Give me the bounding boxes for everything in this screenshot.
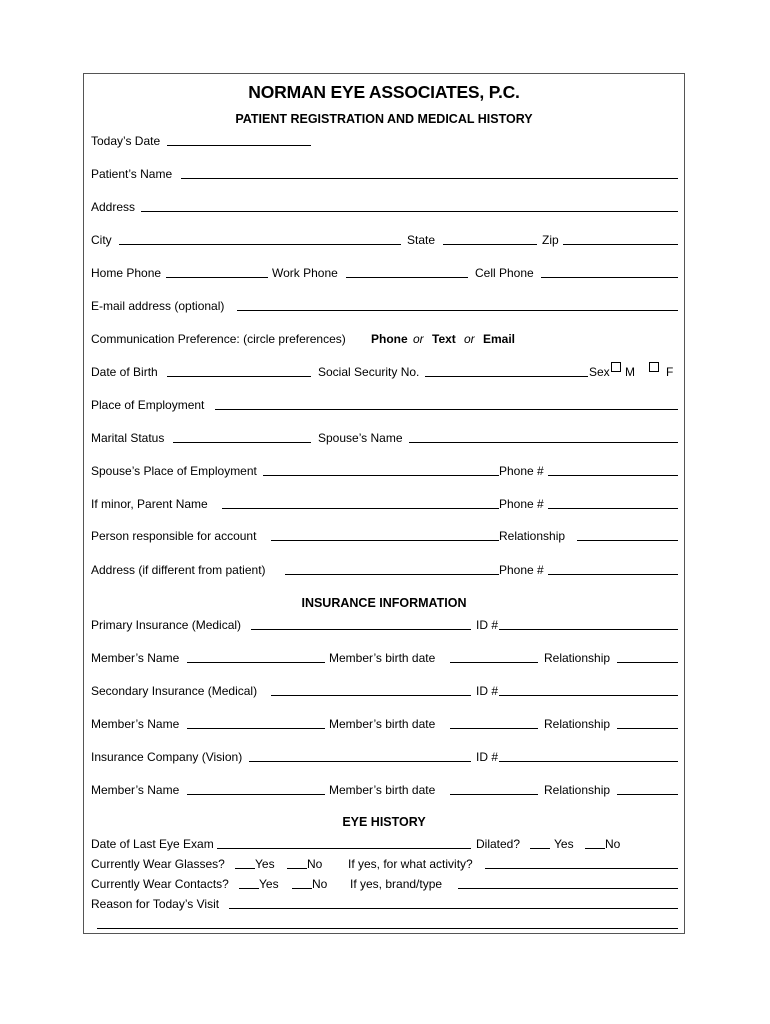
primary-relationship-field[interactable]: [617, 662, 678, 663]
primary-relationship-label: Relationship: [544, 651, 611, 665]
minor-parent-label: If minor, Parent Name: [91, 497, 208, 511]
vision-insurance-field[interactable]: [249, 761, 471, 762]
eye-history-heading: EYE HISTORY: [342, 815, 426, 829]
responsible-field[interactable]: [271, 540, 499, 541]
reason-label: Reason for Today’s Visit: [91, 897, 220, 911]
primary-member-dob-field[interactable]: [450, 662, 538, 663]
employment-label: Place of Employment: [91, 398, 205, 412]
address-row: [91, 199, 677, 215]
sex-label: Sex: [589, 365, 610, 379]
primary-member-dob-label: Member’s birth date: [329, 651, 436, 665]
minor-parent-field[interactable]: [222, 508, 499, 509]
ssn-field[interactable]: [425, 376, 588, 377]
secondary-relationship-field[interactable]: [617, 728, 678, 729]
insurance-heading: INSURANCE INFORMATION: [301, 596, 467, 610]
glasses-yes-label: Yes: [255, 857, 275, 871]
alt-address-row: [91, 562, 677, 578]
employment-field[interactable]: [215, 409, 678, 410]
contacts-yes-field[interactable]: [239, 888, 259, 889]
secondary-insurance-label: Secondary Insurance (Medical): [91, 684, 258, 698]
reason-continuation-row: [91, 916, 677, 932]
contacts-no-field[interactable]: [292, 888, 312, 889]
last-exam-row: [91, 836, 677, 852]
vision-member-name-label: Member’s Name: [91, 783, 180, 797]
dilated-no-label: No: [605, 837, 621, 851]
employment-row: [91, 397, 677, 413]
secondary-id-field[interactable]: [499, 695, 678, 696]
home-phone-field[interactable]: [166, 277, 268, 278]
comm-pref-label: Communication Preference: (circle preferences): [91, 332, 346, 346]
city-field[interactable]: [119, 244, 401, 245]
glasses-no-field[interactable]: [287, 868, 307, 869]
responsible-row: [91, 528, 677, 544]
last-exam-label: Date of Last Eye Exam: [91, 837, 214, 851]
minor-parent-row: [91, 496, 677, 512]
primary-id-field[interactable]: [499, 629, 678, 630]
secondary-member-row: [91, 716, 677, 732]
pref-text-option[interactable]: Text: [432, 332, 456, 346]
dilated-no-field[interactable]: [585, 848, 605, 849]
reason-continuation-field[interactable]: [97, 928, 678, 929]
vision-insurance-label: Insurance Company (Vision): [91, 750, 243, 764]
pref-email-option[interactable]: Email: [483, 332, 516, 346]
secondary-member-name-label: Member’s Name: [91, 717, 180, 731]
responsible-relationship-label: Relationship: [499, 529, 566, 543]
responsible-relationship-field[interactable]: [577, 540, 678, 541]
spouse-name-label: Spouse’s Name: [318, 431, 403, 445]
sex-f-checkbox[interactable]: [647, 361, 661, 377]
alt-phone-field[interactable]: [548, 574, 678, 575]
work-phone-field[interactable]: [346, 277, 468, 278]
secondary-insurance-row: [91, 683, 677, 699]
cell-phone-label: Cell Phone: [475, 266, 534, 280]
address-label: Address: [91, 200, 136, 214]
parent-phone-field[interactable]: [548, 508, 678, 509]
spouse-employment-field[interactable]: [263, 475, 499, 476]
glasses-label: Currently Wear Glasses?: [91, 857, 225, 871]
email-label: E-mail address (optional): [91, 299, 225, 313]
patient-name-label: Patient’s Name: [91, 167, 173, 181]
practice-title: NORMAN EYE ASSOCIATES, P.C.: [248, 82, 520, 102]
form-subtitle: PATIENT REGISTRATION AND MEDICAL HISTORY: [235, 112, 533, 126]
todays-date-row: [91, 133, 677, 149]
parent-phone-label: Phone #: [499, 497, 544, 511]
spouse-phone-label: Phone #: [499, 464, 544, 478]
secondary-member-name-field[interactable]: [187, 728, 325, 729]
todays-date-label: Today’s Date: [91, 134, 161, 148]
spouse-phone-field[interactable]: [548, 475, 678, 476]
dob-label: Date of Birth: [91, 365, 158, 379]
vision-id-field[interactable]: [499, 761, 678, 762]
pref-or-2: or: [464, 332, 475, 346]
vision-relationship-field[interactable]: [617, 794, 678, 795]
vision-insurance-row: [91, 749, 677, 765]
state-field[interactable]: [443, 244, 537, 245]
primary-insurance-label: Primary Insurance (Medical): [91, 618, 242, 632]
dob-ssn-sex-row: [91, 364, 677, 380]
primary-insurance-field[interactable]: [251, 629, 471, 630]
primary-id-label: ID #: [476, 618, 499, 632]
vision-member-dob-label: Member’s birth date: [329, 783, 436, 797]
state-label: State: [407, 233, 436, 247]
secondary-member-dob-label: Member’s birth date: [329, 717, 436, 731]
secondary-id-label: ID #: [476, 684, 499, 698]
secondary-member-dob-field[interactable]: [450, 728, 538, 729]
primary-insurance-row: [91, 617, 677, 633]
responsible-label: Person responsible for account: [91, 529, 257, 543]
spouse-employment-label: Spouse’s Place of Employment: [91, 464, 257, 478]
primary-member-name-label: Member’s Name: [91, 651, 180, 665]
spouse-employment-row: [91, 463, 677, 479]
contacts-yes-label: Yes: [259, 877, 279, 891]
glasses-activity-label: If yes, for what activity?: [348, 857, 473, 871]
work-phone-label: Work Phone: [272, 266, 338, 280]
dob-field[interactable]: [167, 376, 311, 377]
glasses-no-label: No: [307, 857, 323, 871]
city-state-zip-row: [91, 232, 677, 248]
spouse-name-field[interactable]: [409, 442, 678, 443]
ssn-label: Social Security No.: [318, 365, 420, 379]
pref-phone-option[interactable]: Phone: [371, 332, 408, 346]
vision-relationship-label: Relationship: [544, 783, 611, 797]
vision-member-row: [91, 782, 677, 798]
alt-address-label: Address (if different from patient): [91, 563, 266, 577]
zip-field[interactable]: [563, 244, 678, 245]
vision-member-dob-field[interactable]: [450, 794, 538, 795]
phones-row: [91, 265, 677, 281]
patient-name-field[interactable]: [181, 178, 678, 179]
vision-member-name-field[interactable]: [187, 794, 325, 795]
marital-spouse-row: [91, 430, 677, 446]
patient-name-row: [91, 166, 677, 182]
pref-or-1: or: [413, 332, 424, 346]
contacts-row: [91, 876, 677, 892]
sex-m-checkbox[interactable]: [609, 361, 623, 377]
todays-date-field[interactable]: [167, 145, 311, 146]
primary-member-row: [91, 650, 677, 666]
dilated-yes-field[interactable]: [530, 848, 550, 849]
home-phone-label: Home Phone: [91, 266, 162, 280]
cell-phone-field[interactable]: [541, 277, 678, 278]
secondary-relationship-label: Relationship: [544, 717, 611, 731]
email-row: [91, 298, 677, 314]
secondary-insurance-field[interactable]: [271, 695, 471, 696]
address-field[interactable]: [141, 211, 678, 212]
sex-f-label: F: [666, 365, 674, 379]
last-exam-field[interactable]: [217, 848, 471, 849]
marital-status-label: Marital Status: [91, 431, 165, 445]
communication-preference-row: [91, 331, 677, 347]
registration-form: [83, 73, 685, 934]
glasses-activity-field[interactable]: [485, 868, 678, 869]
contacts-brand-label: If yes, brand/type: [350, 877, 443, 891]
alt-address-field[interactable]: [285, 574, 499, 575]
zip-label: Zip: [542, 233, 559, 247]
glasses-row: [91, 856, 677, 872]
marital-status-field[interactable]: [173, 442, 311, 443]
contacts-no-label: No: [312, 877, 328, 891]
glasses-yes-field[interactable]: [235, 868, 255, 869]
reason-row: [91, 896, 677, 912]
dilated-label: Dilated?: [476, 837, 521, 851]
sex-m-label: M: [625, 365, 635, 379]
vision-id-label: ID #: [476, 750, 499, 764]
alt-phone-label: Phone #: [499, 563, 544, 577]
city-label: City: [91, 233, 112, 247]
email-field[interactable]: [237, 310, 678, 311]
primary-member-name-field[interactable]: [187, 662, 325, 663]
reason-field[interactable]: [229, 908, 678, 909]
dilated-yes-label: Yes: [554, 837, 574, 851]
contacts-label: Currently Wear Contacts?: [91, 877, 229, 891]
contacts-brand-field[interactable]: [458, 888, 678, 889]
